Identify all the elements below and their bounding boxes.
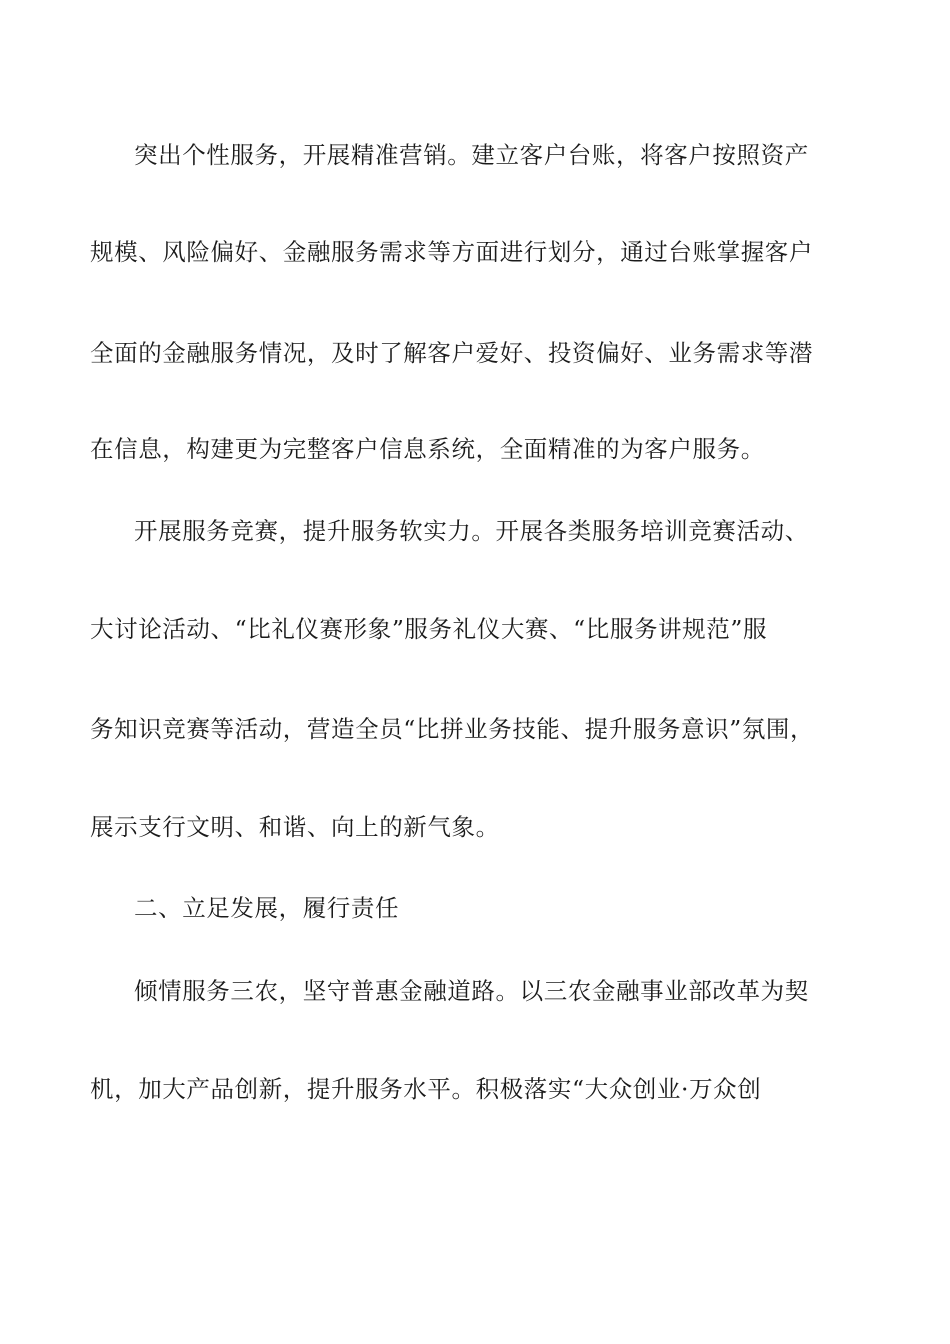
paragraph-line: 务知识竞赛等活动，营造全员“比拼业务技能、提升服务意识”氛围， [90, 715, 815, 743]
paragraph-line: 全面的金融服务情况，及时了解客户爱好、投资偏好、业务需求等潜 [90, 339, 813, 367]
paragraph-line: 在信息，构建更为完整客户信息系统，全面精准的为客户服务。 [90, 435, 765, 463]
paragraph-line: 规模、风险偏好、金融服务需求等方面进行划分，通过台账掌握客户 [90, 238, 813, 266]
paragraph-line: 大讨论活动、“比礼仪赛形象”服务礼仪大赛、“比服务讲规范”服 [90, 615, 768, 643]
paragraph-line: 倾情服务三农，坚守普惠金融道路。以三农金融事业部改革为契 [134, 977, 809, 1005]
paragraph-line: 突出个性服务，开展精准营销。建立客户台账，将客户按照资产 [134, 141, 809, 169]
section-heading: 二、立足发展，履行责任 [134, 894, 400, 922]
paragraph-line: 开展服务竞赛，提升服务软实力。开展各类服务培训竞赛活动、 [134, 517, 809, 545]
paragraph-line: 展示支行文明、和谐、向上的新气象。 [90, 813, 500, 841]
paragraph-line: 机，加大产品创新，提升服务水平。积极落实“大众创业·万众创 [90, 1075, 762, 1103]
